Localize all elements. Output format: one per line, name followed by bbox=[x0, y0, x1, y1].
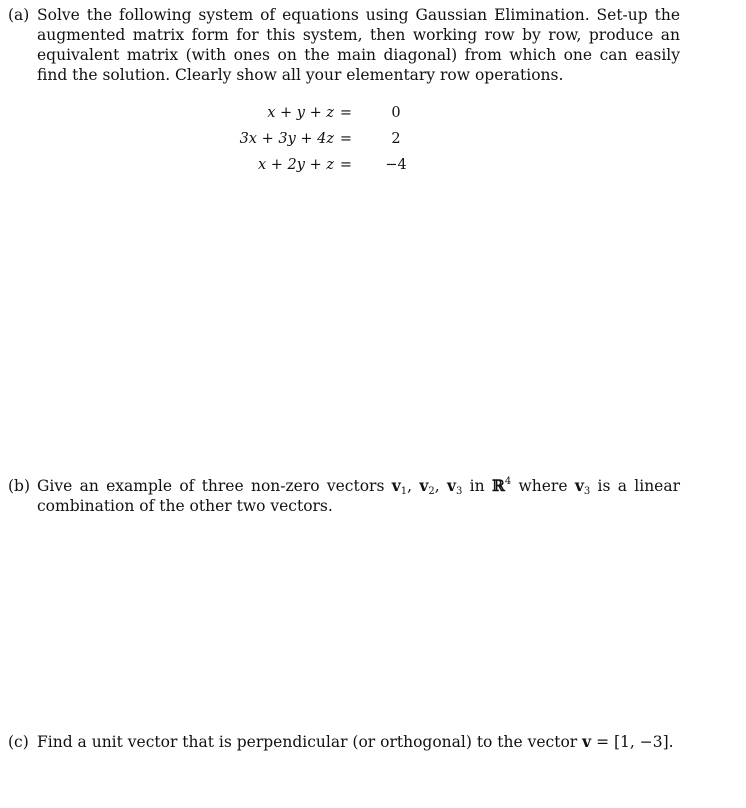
problem-b-label: (b) bbox=[8, 477, 31, 495]
equation-lhs: x + 2y + z bbox=[258, 157, 334, 173]
problem-c bbox=[8, 732, 680, 752]
problem-b-text-in: in bbox=[462, 477, 492, 495]
problem-c-text-eq: = [1, −3]. bbox=[591, 733, 674, 751]
problem-b-text-where: where bbox=[511, 477, 575, 495]
vector-subscript: 1 bbox=[400, 486, 408, 497]
problem-a bbox=[8, 5, 680, 85]
vector-v: v bbox=[391, 476, 401, 495]
separator: , bbox=[407, 477, 420, 495]
problem-b-text-after: is a linear combination of the other two vectors. bbox=[37, 477, 681, 515]
problem-c-label: (c) bbox=[8, 733, 29, 751]
equation-row bbox=[250, 100, 450, 126]
equation-row bbox=[250, 152, 450, 178]
vector-subscript: 3 bbox=[583, 486, 591, 497]
problem-a-label: (a) bbox=[8, 6, 30, 24]
vector-v: v bbox=[419, 476, 429, 495]
problem-a-text: Solve the following system of equations using Gaussian Elimination. Set-up the augmented matrix form for this system, then working row by row, produce an equivalent matrix (with ones on the main diagonal) from which one can easily find the solution. Clearly show all your elementary row operations. bbox=[37, 6, 680, 84]
equals-sign: = bbox=[339, 131, 353, 147]
dimension-superscript: 4 bbox=[504, 476, 512, 487]
problem-b bbox=[8, 476, 680, 516]
equals-sign: = bbox=[339, 105, 353, 121]
equation-row bbox=[239, 126, 450, 152]
equation-rhs: 2 bbox=[391, 131, 401, 147]
equals-sign: = bbox=[339, 157, 353, 173]
vector-v: v bbox=[582, 732, 592, 751]
problem-c-text-before: Find a unit vector that is perpendicular (or orthogonal) to the vector bbox=[37, 733, 583, 751]
real-space-symbol: ℝ bbox=[491, 476, 505, 495]
separator: , bbox=[434, 477, 447, 495]
vector-v: v bbox=[574, 476, 584, 495]
equation-system bbox=[239, 100, 450, 178]
problem-c-text bbox=[37, 732, 680, 752]
equation-lhs: 3x + 3y + 4z bbox=[239, 131, 334, 147]
equation-rhs: −4 bbox=[385, 157, 407, 173]
problem-b-text-before: Give an example of three non-zero vectors bbox=[37, 477, 392, 495]
vector-subscript: 3 bbox=[456, 486, 463, 497]
vector-v: v bbox=[446, 476, 456, 495]
problem-b-text bbox=[37, 476, 680, 516]
equation-rhs: 0 bbox=[391, 105, 401, 121]
equation-lhs: x + y + z bbox=[267, 105, 334, 121]
vector-subscript: 2 bbox=[428, 486, 435, 497]
